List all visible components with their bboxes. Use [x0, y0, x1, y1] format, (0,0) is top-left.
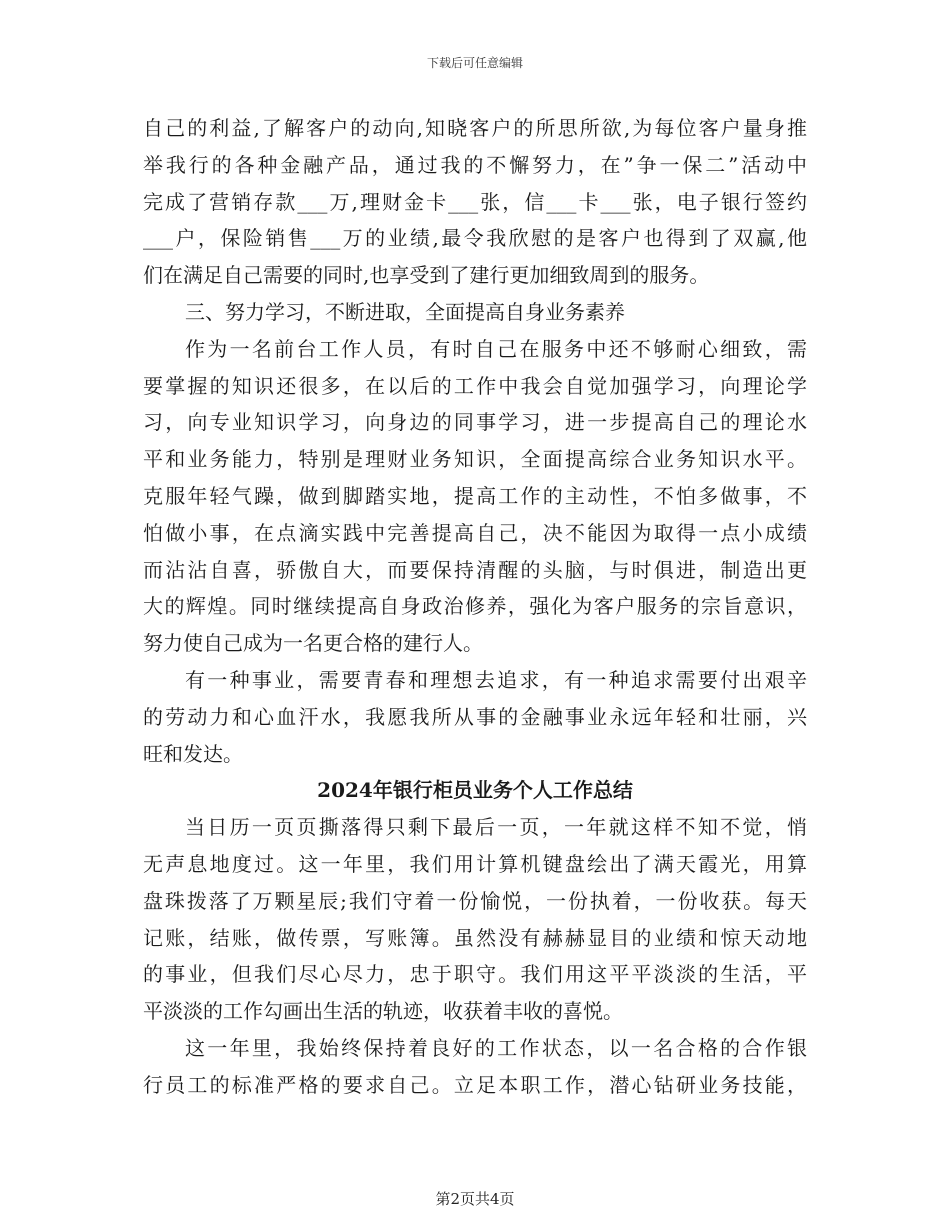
text-line: 要掌握的知识还很多，在以后的工作中我会自觉加强学习，向理论学: [143, 373, 807, 398]
text-line: 举我行的各种金融产品，通过我的不懈努力，在”争一保二”活动中: [143, 152, 807, 177]
text-line: 记账，结账，做传票，写账簿。虽然没有赫赫显目的业绩和惊天动地: [143, 925, 807, 950]
text-line: 有一种事业，需要青春和理想去追求，有一种追求需要付出艰辛: [185, 667, 807, 692]
text-line: 克服年轻气躁，做到脚踏实地，提高工作的主动性，不怕多做事，不: [143, 483, 807, 508]
text-line: 行员工的标准严格的要求自己。立足本职工作，潜心钻研业务技能，: [143, 1072, 807, 1097]
text-line: 无声息地度过。这一年里，我们用计算机键盘绘出了满天霞光，用算: [143, 851, 807, 876]
text-line: 习，向专业知识学习，向身边的同事学习，进一步提高自己的理论水: [143, 410, 807, 435]
text-line: 怕做小事，在点滴实践中完善提高自己，决不能因为取得一点小成绩: [143, 520, 807, 545]
text-line: 盘珠拨落了万颗星辰;我们守着一份愉悦，一份执着，一份收获。每天: [143, 888, 807, 913]
section-heading: 三、努力学习，不断进取，全面提高自身业务素养: [185, 299, 625, 324]
text-line: 大的辉煌。同时继续提高自身政治修养，强化为客户服务的宗旨意识，: [143, 594, 807, 619]
page-number: 第2页共4页: [435, 1190, 515, 1208]
text-line: 旺和发达。: [143, 741, 243, 766]
text-line: 这一年里，我始终保持着良好的工作状态，以一名合格的合作银: [185, 1035, 807, 1060]
text-line: 们在满足自己需要的同时,也享受到了建行更加细致周到的服务。: [143, 263, 710, 288]
text-line: 当日历一页页撕落得只剩下最后一页，一年就这样不知不觉，悄: [185, 815, 807, 840]
text-line: 的事业，但我们尽心尽力，忠于职守。我们用这平平淡淡的生活，平: [143, 962, 807, 987]
text-line: 努力使自己成为一名更合格的建行人。: [143, 631, 483, 656]
text-line: 自己的利益,了解客户的动向,知晓客户的所思所欲,为每位客户量身推: [143, 116, 807, 140]
text-line: 的劳动力和心血汗水，我愿我所从事的金融事业永远年轻和壮丽，兴: [143, 704, 807, 729]
text-line: ___户，保险销售___万的业绩,最令我欣慰的是客户也得到了双赢,他: [143, 226, 807, 251]
text-line: 平和业务能力，特别是理财业务知识，全面提高综合业务知识水平。: [143, 447, 807, 472]
text-line: 作为一名前台工作人员，有时自己在服务中还不够耐心细致，需: [185, 336, 807, 361]
page-header-note: 下载后可任意编辑: [426, 56, 523, 70]
document-title: 2024年银行柜员业务个人工作总结: [317, 778, 633, 803]
text-line: 平淡淡的工作勾画出生活的轨迹，收获着丰收的喜悦。: [143, 999, 623, 1024]
text-line: 而沾沾自喜，骄傲自大，而要保持清醒的头脑，与时俱进，制造出更: [143, 557, 807, 582]
document-body: [143, 110, 807, 1104]
text-line: 完成了营销存款___万,理财金卡___张，信___卡___张，电子银行签约: [143, 189, 807, 214]
